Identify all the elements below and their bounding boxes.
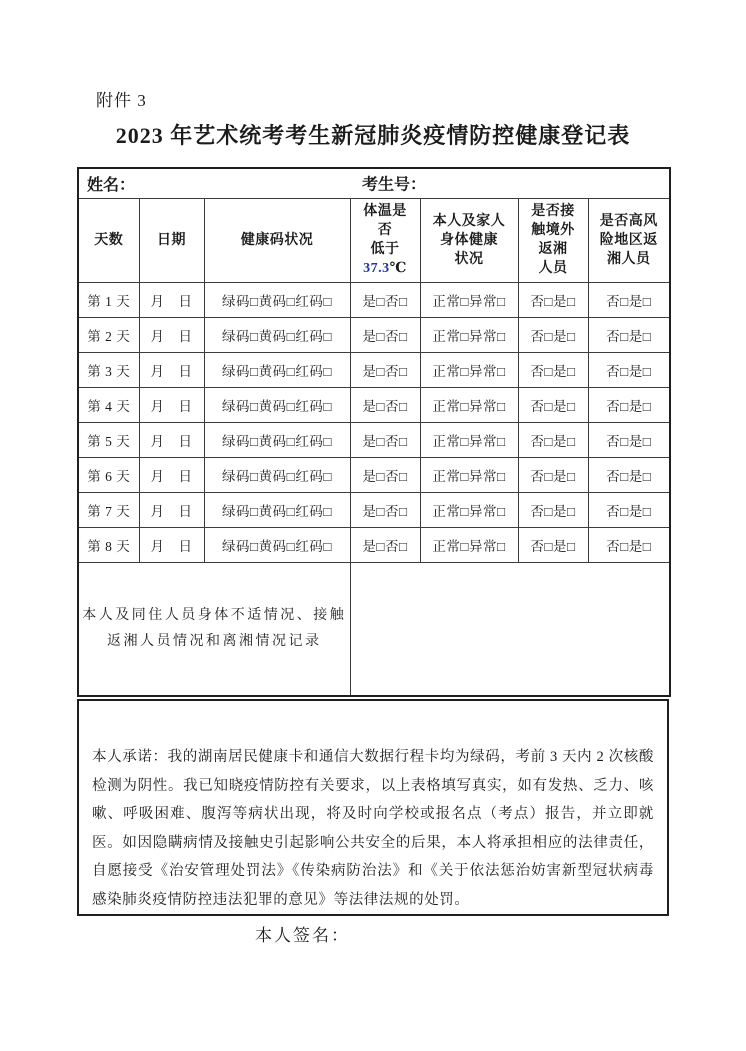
record-note-line: 本人及同住人员身体不适情况、接触 <box>82 607 347 623</box>
day-cell: 第 1 天 <box>78 282 139 317</box>
overseas-contact-checkboxes-cell[interactable]: 否□是□ <box>518 422 588 457</box>
date-cell[interactable]: 月 日 <box>139 317 204 352</box>
date-cell[interactable]: 月 日 <box>139 527 204 562</box>
high-risk-checkboxes-cell[interactable]: 否□是□ <box>588 317 670 352</box>
temperature-checkboxes-cell[interactable]: 是□否□ <box>350 352 420 387</box>
temperature-checkboxes-cell[interactable]: 是□否□ <box>350 492 420 527</box>
temperature-header-line: 否 <box>377 223 393 238</box>
health-code-checkboxes-cell[interactable]: 绿码□黄码□红码□ <box>204 317 350 352</box>
col-header-day: 天数 <box>78 198 139 282</box>
health-form-table <box>77 167 671 697</box>
day-cell: 第 8 天 <box>78 527 139 562</box>
date-cell[interactable]: 月 日 <box>139 387 204 422</box>
health-status-checkboxes-cell[interactable]: 正常□异常□ <box>420 492 518 527</box>
pledge-row <box>78 700 668 915</box>
temperature-threshold-value: 37.3 <box>363 261 390 276</box>
day-cell: 第 5 天 <box>78 422 139 457</box>
col-header-health-code: 健康码状况 <box>204 198 350 282</box>
temperature-checkboxes-cell[interactable]: 是□否□ <box>350 387 420 422</box>
date-cell[interactable]: 月 日 <box>139 282 204 317</box>
date-cell[interactable]: 月 日 <box>139 492 204 527</box>
overseas-contact-checkboxes-cell[interactable]: 否□是□ <box>518 527 588 562</box>
health-status-checkboxes-cell[interactable]: 正常□异常□ <box>420 527 518 562</box>
high-risk-header-line: 湘人员 <box>607 251 651 267</box>
name-row <box>78 168 670 198</box>
table-row <box>78 422 670 457</box>
self-family-header-line: 本人及家人 <box>432 213 506 229</box>
high-risk-header-line: 险地区返 <box>599 232 658 248</box>
health-code-checkboxes-cell[interactable]: 绿码□黄码□红码□ <box>204 387 350 422</box>
temperature-threshold-line <box>351 259 420 278</box>
health-code-checkboxes-cell[interactable]: 绿码□黄码□红码□ <box>204 457 350 492</box>
health-status-checkboxes-cell[interactable]: 正常□异常□ <box>420 457 518 492</box>
day-cell: 第 4 天 <box>78 387 139 422</box>
health-status-checkboxes-cell[interactable]: 正常□异常□ <box>420 387 518 422</box>
day-cell: 第 3 天 <box>78 352 139 387</box>
health-code-checkboxes-cell[interactable]: 绿码□黄码□红码□ <box>204 527 350 562</box>
high-risk-checkboxes-cell[interactable]: 否□是□ <box>588 492 670 527</box>
col-header-overseas-contact <box>518 198 588 282</box>
table-row <box>78 527 670 562</box>
high-risk-checkboxes-cell[interactable]: 否□是□ <box>588 352 670 387</box>
pledge-text: 本人承诺：我的湖南居民健康卡和通信大数据行程卡均为绿码，考前 3 天内 2 次核酸检测为阴性。我已知晓疫情防控有关要求，以上表格填写真实，如有发热、乏力、咳嗽、呼吸困难、腹泻等病状出现，将及时向学校或报名点（考点）报告，并立即就医。如因隐瞒病情及接触史引起影响公共安全的后果，本人将承担相应的法律责任，自愿接受《治安管理处罚法》《传染病防治法》和《关于依法惩治妨害新型冠状病毒感染肺炎疫情防控违法犯罪的意见》等法律法规的处罚。 <box>78 700 668 915</box>
day-cell: 第 7 天 <box>78 492 139 527</box>
col-header-high-risk-return <box>588 198 670 282</box>
table-row <box>78 317 670 352</box>
record-note-line: 返湘人员情况和离湘情况记录 <box>107 633 322 649</box>
health-code-checkboxes-cell[interactable]: 绿码□黄码□红码□ <box>204 492 350 527</box>
table-row <box>78 492 670 527</box>
overseas-contact-header-line: 是否接 <box>531 204 575 219</box>
col-header-self-family-health <box>420 198 518 282</box>
attachment-label: 附件 3 <box>96 91 147 110</box>
temperature-checkboxes-cell[interactable]: 是□否□ <box>350 422 420 457</box>
health-status-checkboxes-cell[interactable]: 正常□异常□ <box>420 422 518 457</box>
temperature-checkboxes-cell[interactable]: 是□否□ <box>350 457 420 492</box>
overseas-contact-header-line: 返湘 <box>538 242 568 257</box>
high-risk-checkboxes-cell[interactable]: 否□是□ <box>588 282 670 317</box>
high-risk-checkboxes-cell[interactable]: 否□是□ <box>588 457 670 492</box>
overseas-contact-checkboxes-cell[interactable]: 否□是□ <box>518 492 588 527</box>
temperature-unit: ℃ <box>389 261 407 276</box>
overseas-contact-header-line: 触境外 <box>531 223 575 238</box>
record-row <box>78 562 670 696</box>
overseas-contact-checkboxes-cell[interactable]: 否□是□ <box>518 387 588 422</box>
record-entry-cell[interactable] <box>350 562 670 696</box>
day-cell: 第 6 天 <box>78 457 139 492</box>
overseas-contact-checkboxes-cell[interactable]: 否□是□ <box>518 352 588 387</box>
table-row <box>78 352 670 387</box>
pledge-table <box>77 699 669 916</box>
record-note-cell <box>78 562 350 696</box>
col-header-temperature <box>350 198 420 282</box>
health-code-checkboxes-cell[interactable]: 绿码□黄码□红码□ <box>204 352 350 387</box>
candidate-number-label: 考生号： <box>362 176 427 194</box>
health-status-checkboxes-cell[interactable]: 正常□异常□ <box>420 317 518 352</box>
table-header-row <box>78 198 670 282</box>
high-risk-header-line: 是否高风 <box>599 213 658 229</box>
high-risk-checkboxes-cell[interactable]: 否□是□ <box>588 527 670 562</box>
high-risk-checkboxes-cell[interactable]: 否□是□ <box>588 422 670 457</box>
overseas-contact-checkboxes-cell[interactable]: 否□是□ <box>518 282 588 317</box>
date-cell[interactable]: 月 日 <box>139 352 204 387</box>
table-row <box>78 282 670 317</box>
name-label: 姓名： <box>87 176 136 194</box>
temperature-checkboxes-cell[interactable]: 是□否□ <box>350 317 420 352</box>
page-title: 2023 年艺术统考考生新冠肺炎疫情防控健康登记表 <box>115 123 631 148</box>
health-code-checkboxes-cell[interactable]: 绿码□黄码□红码□ <box>204 282 350 317</box>
date-cell[interactable]: 月 日 <box>139 422 204 457</box>
signature-label: 本人签名： <box>255 926 350 945</box>
high-risk-checkboxes-cell[interactable]: 否□是□ <box>588 387 670 422</box>
table-row <box>78 387 670 422</box>
temperature-checkboxes-cell[interactable]: 是□否□ <box>350 527 420 562</box>
overseas-contact-header-line: 人员 <box>538 261 568 276</box>
overseas-contact-checkboxes-cell[interactable]: 否□是□ <box>518 317 588 352</box>
health-status-checkboxes-cell[interactable]: 正常□异常□ <box>420 352 518 387</box>
temperature-header-line: 体温是 <box>363 204 407 219</box>
self-family-header-line: 身体健康 <box>440 232 498 248</box>
temperature-header-line: 低于 <box>370 242 400 257</box>
day-cell: 第 2 天 <box>78 317 139 352</box>
health-code-checkboxes-cell[interactable]: 绿码□黄码□红码□ <box>204 422 350 457</box>
health-status-checkboxes-cell[interactable]: 正常□异常□ <box>420 282 518 317</box>
temperature-checkboxes-cell[interactable]: 是□否□ <box>350 282 420 317</box>
table-row <box>78 457 670 492</box>
col-header-date: 日期 <box>139 198 204 282</box>
date-cell[interactable]: 月 日 <box>139 457 204 492</box>
overseas-contact-checkboxes-cell[interactable]: 否□是□ <box>518 457 588 492</box>
name-candidate-cell[interactable] <box>78 168 670 198</box>
self-family-header-line: 状况 <box>454 251 484 267</box>
